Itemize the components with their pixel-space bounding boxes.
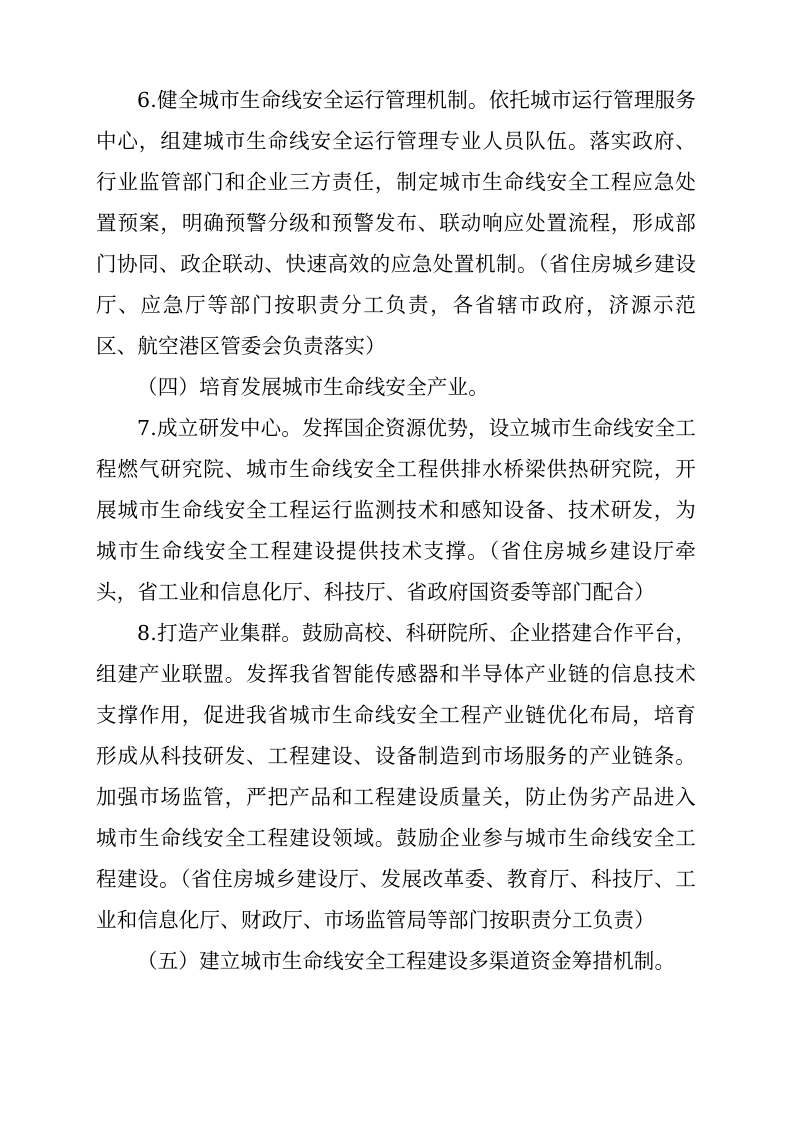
document-body xyxy=(96,80,696,982)
paragraph-item-7: 7.成立研发中心。发挥国企资源优势，设立城市生命线安全工程燃气研究院、城市生命线安全工程供排水桥梁供热研究院，开展城市生命线安全工程运行监测技术和感知设备、技术研发，为城市生命线安全工程建设提供技术支撑。（省住房城乡建设厅牵头，省工业和信息化厅、科技厅、省政府国资委等部门配合） xyxy=(96,416,696,604)
paragraph-item-6: 6.健全城市生命线安全运行管理机制。依托城市运行管理服务中心，组建城市生命线安全运行管理专业人员队伍。落实政府、行业监管部门和企业三方责任，制定城市生命线安全工程应急处置预案，明确预警分级和预警发布、联动响应处置流程，形成部门协同、政企联动、快速高效的应急处置机制。（省住房城乡建设厅、应急厅等部门按职责分工负责，各省辖市政府，济源示范区、航空港区管委会负责落实） xyxy=(96,88,696,358)
paragraph-item-8: 8.打造产业集群。鼓励高校、科研院所、企业搭建合作平台，组建产业联盟。发挥我省智能传感器和半导体产业链的信息技术支撑作用，促进我省城市生命线安全工程产业链优化布局，培育形成从科技研发、工程建设、设备制造到市场服务的产业链条。加强市场监管，严把产品和工程建设质量关，防止伪劣产品进入城市生命线安全工程建设领域。鼓励企业参与城市生命线安全工程建设。（省住房城乡建设厅、发展改革委、教育厅、科技厅、工业和信息化厅、财政厅、市场监管局等部门按职责分工负责） xyxy=(96,621,696,932)
paragraph-section-four: （四）培育发展城市生命线安全产业。 xyxy=(137,375,489,399)
paragraph-section-five: （五）建立城市生命线安全工程建设多渠道资金筹措机制。 xyxy=(137,949,676,973)
